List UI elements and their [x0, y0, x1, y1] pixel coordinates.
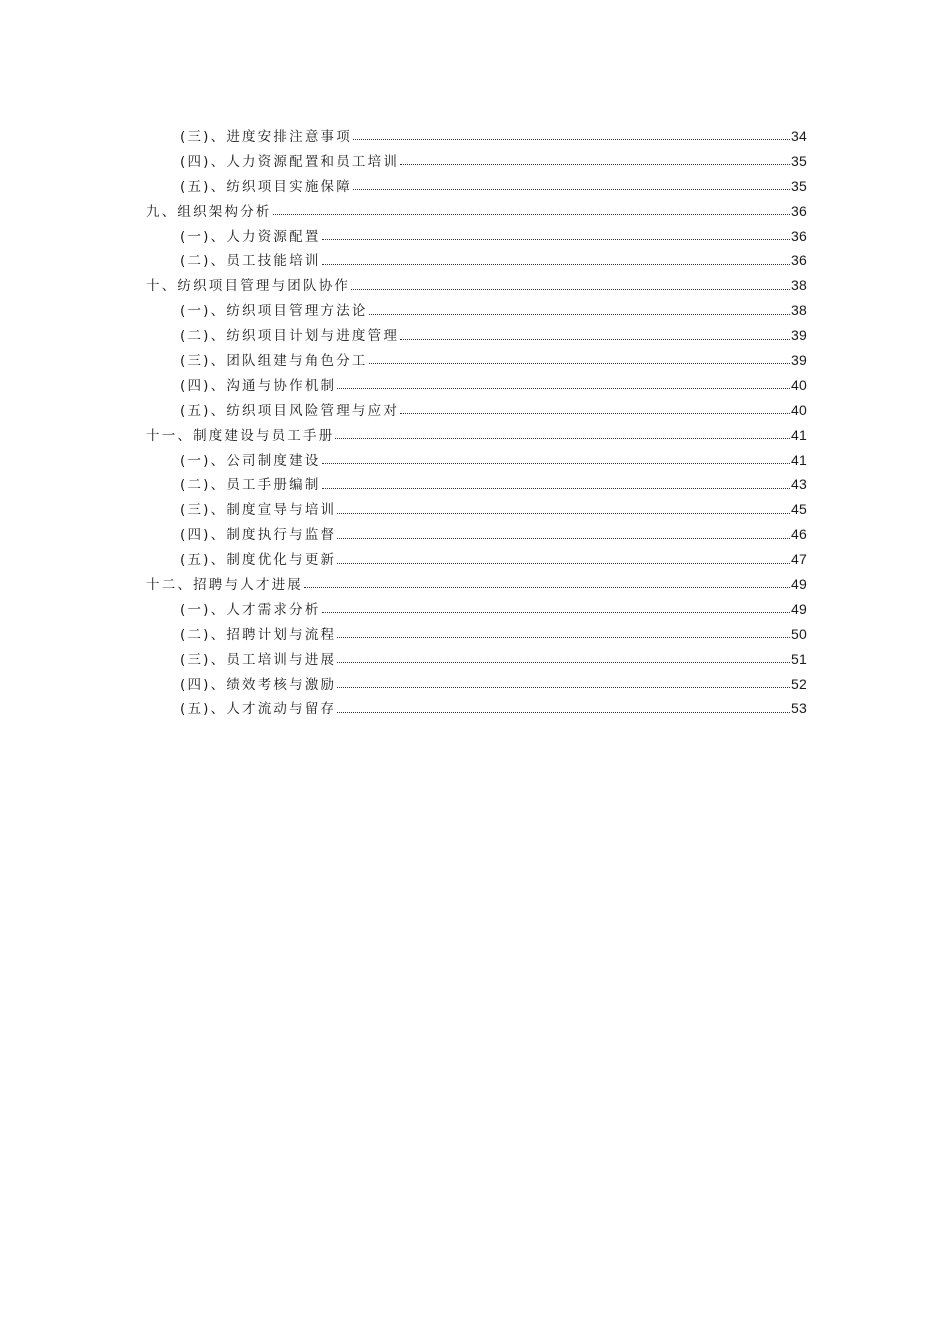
toc-entry-page-number: 53 — [791, 700, 807, 717]
toc-dot-leader — [322, 611, 790, 613]
toc-dot-leader — [337, 562, 790, 564]
toc-section-entry[interactable] — [146, 497, 807, 522]
toc-section-entry[interactable] — [146, 472, 807, 497]
toc-entry-title: (一)、公司制度建设 — [180, 452, 321, 469]
toc-dot-leader — [337, 387, 790, 389]
toc-entry-page-number: 47 — [791, 551, 807, 568]
toc-dot-leader — [337, 711, 790, 713]
toc-entry-title: (一)、纺织项目管理方法论 — [180, 303, 368, 320]
toc-section-entry[interactable] — [146, 597, 807, 622]
toc-entry-page-number: 49 — [791, 600, 807, 617]
toc-entry-page-number: 41 — [791, 451, 807, 468]
toc-dot-leader — [400, 338, 790, 340]
toc-entry-title: 十一、制度建设与员工手册 — [146, 427, 335, 444]
toc-dot-leader — [304, 586, 790, 588]
toc-section-entry[interactable] — [146, 149, 807, 174]
toc-section-entry[interactable] — [146, 398, 807, 423]
toc-dot-leader — [322, 263, 790, 265]
toc-dot-leader — [400, 163, 790, 165]
toc-section-entry[interactable] — [146, 696, 807, 721]
toc-entry-title: (四)、沟通与协作机制 — [180, 377, 337, 394]
toc-entry-title: (五)、制度优化与更新 — [180, 552, 337, 569]
toc-entry-page-number: 52 — [791, 675, 807, 692]
toc-dot-leader — [337, 686, 790, 688]
toc-dot-leader — [337, 537, 790, 539]
toc-entry-page-number: 34 — [791, 128, 807, 144]
toc-section-entry[interactable] — [146, 622, 807, 647]
toc-entry-title: (五)、纺织项目实施保障 — [180, 178, 352, 195]
toc-dot-leader — [369, 313, 790, 315]
toc-entry-title: (五)、纺织项目风险管理与应对 — [180, 402, 400, 419]
toc-entry-page-number: 36 — [791, 227, 807, 244]
toc-entry-page-number: 41 — [791, 426, 807, 443]
toc-entry-title: (五)、人才流动与留存 — [180, 701, 337, 718]
toc-dot-leader — [273, 213, 790, 215]
toc-section-entry[interactable] — [146, 348, 807, 373]
toc-entry-title: (四)、制度执行与监督 — [180, 527, 337, 544]
toc-entry-title: (一)、人力资源配置 — [180, 228, 321, 245]
toc-section-entry[interactable] — [146, 224, 807, 249]
toc-section-entry[interactable] — [146, 323, 807, 348]
toc-entry-title: 十二、招聘与人才进展 — [146, 577, 303, 594]
toc-entry-title: (三)、制度宣导与培训 — [180, 502, 337, 519]
toc-dot-leader — [337, 512, 790, 514]
toc-entry-page-number: 38 — [791, 277, 807, 294]
toc-dot-leader — [353, 188, 790, 190]
toc-entry-page-number: 43 — [791, 476, 807, 493]
toc-section-entry[interactable] — [146, 448, 807, 473]
toc-dot-leader — [369, 362, 790, 364]
toc-entry-page-number: 49 — [791, 576, 807, 593]
toc-entry-page-number: 39 — [791, 327, 807, 344]
toc-entry-page-number: 46 — [791, 526, 807, 543]
toc-chapter-entry[interactable] — [146, 199, 807, 224]
toc-entry-title: (二)、招聘计划与流程 — [180, 626, 337, 643]
toc-entry-title: (三)、团队组建与角色分工 — [180, 353, 368, 370]
toc-entry-title: 十、纺织项目管理与团队协作 — [146, 278, 351, 295]
toc-dot-leader — [351, 288, 790, 290]
toc-entry-page-number: 40 — [791, 401, 807, 418]
toc-entry-page-number: 35 — [791, 177, 807, 194]
toc-entry-page-number: 36 — [791, 252, 807, 269]
toc-entry-title: (二)、员工技能培训 — [180, 253, 321, 270]
toc-entry-page-number: 40 — [791, 376, 807, 393]
toc-entry-title: (三)、员工培训与进展 — [180, 651, 337, 668]
toc-section-entry[interactable] — [146, 124, 807, 149]
toc-dot-leader — [337, 661, 790, 663]
toc-section-entry[interactable] — [146, 672, 807, 697]
toc-entry-title: (二)、员工手册编制 — [180, 477, 321, 494]
toc-section-entry[interactable] — [146, 547, 807, 572]
toc-dot-leader — [322, 462, 790, 464]
toc-chapter-entry[interactable] — [146, 273, 807, 298]
toc-entry-page-number: 38 — [791, 302, 807, 319]
toc-section-entry[interactable] — [146, 647, 807, 672]
toc-entry-title: (二)、纺织项目计划与进度管理 — [180, 328, 400, 345]
toc-section-entry[interactable] — [146, 248, 807, 273]
toc-section-entry[interactable] — [146, 298, 807, 323]
table-of-contents — [146, 124, 807, 721]
toc-dot-leader — [335, 437, 790, 439]
toc-section-entry[interactable] — [146, 174, 807, 199]
toc-entry-title: (一)、人才需求分析 — [180, 601, 321, 618]
toc-entry-title: (四)、人力资源配置和员工培训 — [180, 153, 400, 170]
toc-chapter-entry[interactable] — [146, 423, 807, 448]
toc-section-entry[interactable] — [146, 522, 807, 547]
toc-section-entry[interactable] — [146, 373, 807, 398]
toc-entry-title: (四)、绩效考核与激励 — [180, 676, 337, 693]
toc-dot-leader — [322, 487, 790, 489]
toc-entry-page-number: 45 — [791, 501, 807, 518]
toc-dot-leader — [337, 636, 790, 638]
toc-entry-title: 九、组织架构分析 — [146, 203, 272, 220]
toc-entry-page-number: 39 — [791, 352, 807, 369]
toc-entry-page-number: 51 — [791, 650, 807, 667]
toc-dot-leader — [353, 138, 790, 140]
toc-dot-leader — [400, 412, 790, 414]
toc-entry-title: (三)、进度安排注意事项 — [180, 129, 352, 145]
toc-entry-page-number: 35 — [791, 152, 807, 169]
toc-dot-leader — [322, 238, 790, 240]
toc-chapter-entry[interactable] — [146, 572, 807, 597]
toc-entry-page-number: 50 — [791, 625, 807, 642]
toc-entry-page-number: 36 — [791, 202, 807, 219]
